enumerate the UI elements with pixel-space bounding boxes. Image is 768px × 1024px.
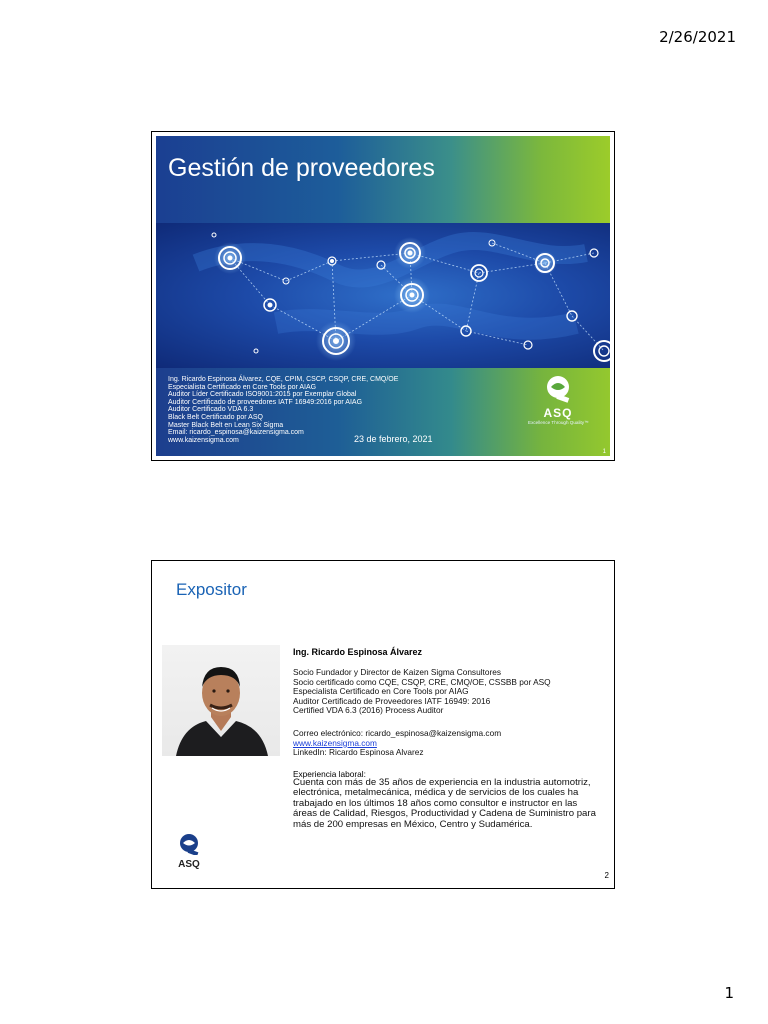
asq-logo-text: ASQ [543,406,573,420]
credential-line: Especialista Certificado en Core Tools por AIAG [168,383,317,391]
asq-q-icon [177,833,201,855]
credential-line: Socio Fundador y Director de Kaizen Sigma Consultores [293,667,501,677]
asq-q-icon [543,373,573,403]
credential-line: www.kaizensigma.com [168,436,239,444]
experience-heading: Experiencia laboral: [293,769,366,779]
credential-line: Auditor Líder Certificado ISO9001:2015 por Exemplar Global [168,391,357,399]
website-link[interactable]: www.kaizensigma.com [293,737,377,748]
credential-line: Auditor Certificado VDA 6.3 [168,406,254,414]
title-band [156,136,610,223]
presentation-date: 23 de febrero, 2021 [354,434,433,444]
contact-info [293,729,501,758]
credential-line: Email: ricardo_espinosa@kaizensigma.com [168,429,304,437]
speaker-info-band [156,368,610,456]
slide-1-title: Gestión de proveedores [168,154,435,182]
page-number: 1 [724,984,734,1002]
credential-line: Black Belt Certificado por ASQ [168,413,263,421]
slide-1-content [156,136,610,456]
credential-line: Master Black Belt en Lean Six Sigma [168,421,284,429]
speaker-name: Ing. Ricardo Espinosa Álvarez [293,647,423,657]
page-date: 2/26/2021 [659,28,736,46]
slide-2 [151,560,615,889]
credential-line: Especialista Certificado en Core Tools por AIAG [293,686,469,697]
slide-1 [151,131,615,461]
network-map-image [156,223,610,368]
slide-2-title: Expositor [176,580,247,599]
speaker-credentials-list [293,668,551,716]
slide-2-number: 2 [604,871,609,880]
asq-logo-text: ASQ [178,859,200,870]
credential-line: Socio certificado como CQE, CSQP, CRE, CMQ/OE, CSSBB por ASQ [293,676,551,687]
network-map-graphic [156,223,610,368]
experience-text: Cuenta con más de 35 años de experiencia en la industria automotriz, electrónica, metalmecánica, médica y de servicios de los cuales ha trabajado en los últimos 18 años como consultor e instructor en las áreas de Calidad, Riesgos, Productividad y Cadena de Suministro para más de 200 empresas en México, Centro y Sudamérica. [293,777,596,830]
credential-line: Certified VDA 6.3 (2016) Process Auditor [293,705,444,716]
asq-tagline: Excellence Through Quality™ [528,420,589,425]
credential-line: Ing. Ricardo Espinosa Álvarez, CQE, CPIM, CSCP, CSQP, CRE, CMQ/OE [168,376,399,383]
email-line: Correo electrónico: ricardo_espinosa@kaizensigma.com [293,728,502,738]
asq-logo-small [175,833,203,870]
credential-line: Auditor Certificado de Proveedores IATF 16949: 2016 [293,695,491,706]
credential-line: Auditor Certificado de proveedores IATF 16949:2016 por AIAG [168,398,363,406]
speaker-portrait [162,645,280,756]
speaker-photo [162,645,280,756]
asq-logo [528,373,588,425]
slide-1-number: 1 [602,449,606,455]
linkedin-line: LinkedIn: Ricardo Espinosa Alvarez [293,747,424,758]
